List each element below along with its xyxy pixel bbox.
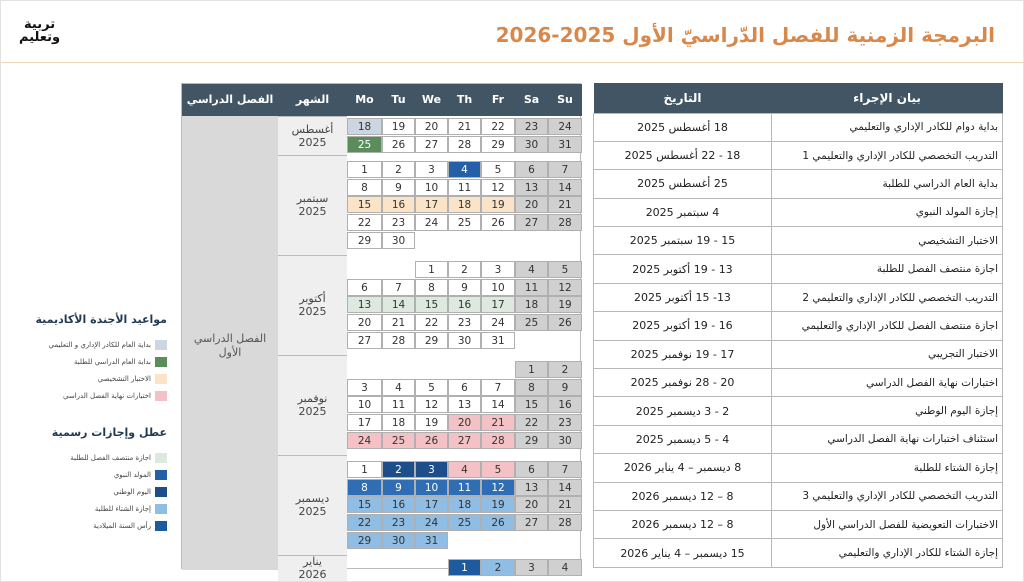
schedule-date: 13 - 19 أكتوبر 2025: [594, 255, 772, 283]
semester-label: الفصل الدراسي الأول: [193, 332, 267, 359]
day-cell: 4: [515, 261, 548, 278]
day-cell: 3: [347, 379, 382, 396]
day-cell: 1: [515, 361, 548, 378]
day-cell: 28: [548, 514, 582, 531]
legend-swatch: [155, 391, 167, 401]
day-cell: 24: [415, 514, 448, 531]
schedule-row: [594, 198, 1003, 226]
day-cell: 2: [548, 361, 582, 378]
day-cell: 20: [515, 496, 548, 513]
day-cell: 4: [382, 379, 415, 396]
month-year-text: 2025: [298, 135, 327, 149]
day-cell: 17: [481, 296, 515, 313]
day-cell: 22: [515, 414, 548, 431]
day-cell: 20: [415, 118, 448, 135]
schedule-row: [594, 397, 1003, 425]
day-cell: 15: [515, 396, 548, 413]
legend-label: الاختبار التشخيصي: [97, 374, 151, 383]
schedule-event: التدريب التخصصي للكادر الإداري والتعليمي 1: [772, 141, 1003, 169]
legend-academic-list: [9, 336, 167, 404]
day-cell: 10: [347, 396, 382, 413]
day-cell: 28: [382, 332, 415, 349]
day-cell: 11: [448, 179, 481, 196]
month-name-text: نوفمبر: [297, 392, 328, 406]
legend: [9, 313, 167, 534]
day-cell: 25: [515, 314, 548, 331]
day-cell: 29: [415, 332, 448, 349]
month-cell: [278, 555, 347, 581]
month-name: [278, 555, 347, 581]
day-cell: 8: [347, 479, 382, 496]
day-cell: 28: [481, 432, 515, 449]
month-name: [278, 292, 347, 318]
day-cell: 1: [347, 461, 382, 478]
day-cell: 20: [347, 314, 382, 331]
schedule-event: الاختبار التشخيصي: [772, 227, 1003, 255]
schedule-date: 15 - 19 سبتمبر 2025: [594, 227, 772, 255]
day-cell: 21: [548, 196, 582, 213]
day-cell: 23: [382, 514, 415, 531]
day-grid: [347, 116, 582, 575]
day-cell: 22: [481, 118, 515, 135]
day-cell: 17: [347, 414, 382, 431]
day-cell: 15: [347, 496, 382, 513]
schedule-event: إجازة اليوم الوطني: [772, 397, 1003, 425]
day-cell: 6: [347, 279, 382, 296]
day-cell: 9: [548, 379, 582, 396]
legend-swatch: [155, 521, 167, 531]
day-cell: 26: [415, 432, 448, 449]
header-day-we: We: [421, 93, 442, 106]
legend-label: اجازة منتصف الفصل للطلبة: [70, 453, 151, 462]
day-cell: 14: [481, 396, 515, 413]
legend-item: [9, 353, 167, 370]
day-cell: 31: [415, 532, 448, 549]
schedule-row: [594, 369, 1003, 397]
schedule-date: 2 - 3 ديسمبر 2025: [594, 397, 772, 425]
schedule-event: التدريب التخصصي للكادر الإداري والتعليمي 3: [772, 482, 1003, 510]
schedule-header-event: بيان الإجراء: [772, 83, 1003, 113]
legend-swatch: [155, 453, 167, 463]
day-cell: 4: [448, 161, 481, 178]
day-cell: 19: [382, 118, 415, 135]
schedule-row: [594, 539, 1003, 567]
day-cell: 5: [481, 461, 515, 478]
day-cell: 27: [515, 514, 548, 531]
day-cell: 15: [347, 196, 382, 213]
month-year-text: 2025: [298, 405, 327, 419]
header-month: الشهر: [295, 93, 330, 106]
legend-swatch: [155, 504, 167, 514]
day-cell: 4: [448, 461, 481, 478]
day-cell: 14: [548, 479, 582, 496]
schedule-row: [594, 454, 1003, 482]
schedule-row: [594, 141, 1003, 169]
legend-label: رأس السنة الميلادية: [93, 521, 151, 530]
month-cell: [278, 455, 347, 555]
day-cell: 3: [481, 261, 515, 278]
schedule-row: [594, 170, 1003, 198]
day-cell: 13: [515, 179, 548, 196]
day-cell: 17: [415, 496, 448, 513]
schedule-date: 20 - 28 نوفمبر 2025: [594, 369, 772, 397]
day-cell: 8: [347, 179, 382, 196]
calendar-header: [182, 84, 582, 116]
day-cell: 2: [382, 461, 415, 478]
day-cell: 5: [481, 161, 515, 178]
day-cell: 13: [347, 296, 382, 313]
logo-line-2: وتعليم: [19, 30, 61, 45]
day-cell: 23: [548, 414, 582, 431]
semester-column: [182, 116, 278, 570]
day-cell: 26: [481, 214, 515, 231]
day-cell: 30: [548, 432, 582, 449]
legend-swatch: [155, 470, 167, 480]
day-cell: 26: [548, 314, 582, 331]
header-day-th: Th: [456, 93, 473, 106]
schedule-table: [593, 83, 1003, 568]
legend-label: اختبارات نهاية الفصل الدراسي: [63, 391, 151, 400]
legend-swatch: [155, 487, 167, 497]
day-cell: 1: [347, 161, 382, 178]
day-cell: 19: [481, 196, 515, 213]
legend-label: بداية العام الدراسي للطلبة: [73, 357, 151, 366]
month-year-text: 2026: [298, 568, 327, 581]
day-cell: 25: [448, 514, 481, 531]
day-cell: 8: [415, 279, 448, 296]
day-cell: 21: [548, 496, 582, 513]
day-cell: 7: [548, 161, 582, 178]
day-cell: 5: [415, 379, 448, 396]
schedule-date: 8 ديسمبر – 4 يناير 2026: [594, 454, 772, 482]
legend-item: [9, 370, 167, 387]
day-cell: 11: [515, 279, 548, 296]
day-cell: 21: [481, 414, 515, 431]
calendar: [181, 83, 581, 581]
day-cell: 2: [448, 261, 481, 278]
month-year-text: 2025: [298, 205, 327, 219]
day-cell: 9: [382, 479, 415, 496]
legend-label: المولد النبوي: [113, 470, 151, 479]
day-cell: 19: [548, 296, 582, 313]
legend-swatch: [155, 340, 167, 350]
day-cell: 3: [515, 559, 548, 576]
month-year-text: 2025: [298, 505, 327, 519]
header-semester: الفصل الدراسي: [186, 93, 274, 106]
day-cell: 7: [481, 379, 515, 396]
legend-swatch: [155, 374, 167, 384]
day-cell: 4: [548, 559, 582, 576]
day-cell: 21: [448, 118, 481, 135]
day-cell: 24: [481, 314, 515, 331]
day-cell: 23: [382, 214, 415, 231]
schedule-row: [594, 482, 1003, 510]
day-cell: 19: [481, 496, 515, 513]
schedule-header-row: [594, 83, 1003, 113]
day-cell: 27: [347, 332, 382, 349]
day-cell: 17: [415, 196, 448, 213]
schedule-date: 4 - 5 ديسمبر 2025: [594, 425, 772, 453]
day-cell: 28: [448, 136, 481, 153]
day-cell: 18: [448, 496, 481, 513]
schedule-date: 8 – 12 ديسمبر 2026: [594, 482, 772, 510]
day-cell: 27: [448, 432, 481, 449]
schedule-date: 17 - 19 نوفمبر 2025: [594, 340, 772, 368]
legend-item: [9, 466, 167, 483]
legend-item: [9, 517, 167, 534]
day-cell: 25: [382, 432, 415, 449]
day-cell: 30: [382, 532, 415, 549]
schedule-row: [594, 425, 1003, 453]
schedule-row: [594, 283, 1003, 311]
schedule-event: اجازة منتصف الفصل للكادر الإداري والتعليمي: [772, 312, 1003, 340]
day-cell: 22: [347, 214, 382, 231]
day-cell: 10: [415, 179, 448, 196]
day-cell: 1: [415, 261, 448, 278]
page-title: البرمجة الزمنية للفصل الدّراسيّ الأول 2025-2026: [495, 23, 995, 47]
schedule-date: 4 سبتمبر 2025: [594, 198, 772, 226]
day-cell: 28: [548, 214, 582, 231]
day-cell: 12: [481, 479, 515, 496]
legend-academic-title: مواعيد الأجندة الأكاديمية: [35, 313, 167, 326]
day-cell: 8: [515, 379, 548, 396]
day-cell: 25: [347, 136, 382, 153]
day-cell: 20: [448, 414, 481, 431]
day-cell: 26: [382, 136, 415, 153]
schedule-event: الاختبارات التعويضية للفصل الدراسي الأول: [772, 510, 1003, 538]
schedule-event: بداية العام الدراسي للطلبة: [772, 170, 1003, 198]
day-cell: 12: [481, 179, 515, 196]
day-cell: 2: [382, 161, 415, 178]
legend-item: [9, 336, 167, 353]
day-cell: 14: [382, 296, 415, 313]
day-cell: 24: [415, 214, 448, 231]
schedule-date: 18 - 22 أغسطس 2025: [594, 141, 772, 169]
month-year-text: 2025: [298, 305, 327, 319]
schedule-event: التدريب التخصصي للكادر الإداري والتعليمي 2: [772, 283, 1003, 311]
day-cell: 27: [415, 136, 448, 153]
schedule-row: [594, 255, 1003, 283]
schedule-date: 8 – 12 ديسمبر 2026: [594, 510, 772, 538]
schedule-date: 18 أغسطس 2025: [594, 113, 772, 141]
month-name: [278, 492, 347, 518]
day-cell: 29: [347, 532, 382, 549]
day-cell: 5: [548, 261, 582, 278]
day-cell: 18: [515, 296, 548, 313]
schedule-header-date: التاريخ: [594, 83, 772, 113]
day-cell: 20: [515, 196, 548, 213]
day-cell: 27: [515, 214, 548, 231]
schedule-event: اجازة منتصف الفصل للطلبة: [772, 255, 1003, 283]
day-cell: 13: [448, 396, 481, 413]
header-day-mo: Mo: [355, 93, 374, 106]
day-cell: 29: [347, 232, 382, 249]
day-cell: 11: [448, 479, 481, 496]
schedule-row: [594, 340, 1003, 368]
schedule-date: 13- 15 أكتوبر 2025: [594, 283, 772, 311]
day-cell: 19: [415, 414, 448, 431]
legend-item: [9, 483, 167, 500]
day-cell: 23: [515, 118, 548, 135]
header-day-tu: Tu: [391, 93, 406, 106]
day-cell: 14: [548, 179, 582, 196]
schedule-event: استئناف اختبارات نهاية الفصل الدراسي: [772, 425, 1003, 453]
legend-item: [9, 449, 167, 466]
schedule-event: إجازة الشتاء للطلبة: [772, 454, 1003, 482]
month-name: [278, 123, 347, 149]
month-cell: [278, 116, 347, 155]
day-cell: 7: [548, 461, 582, 478]
legend-label: بداية العام للكادر الإداري و التعليمي: [48, 340, 151, 349]
header-day-su: Su: [557, 93, 573, 106]
schedule-date: 16 - 19 أكتوبر 2025: [594, 312, 772, 340]
schedule-row: [594, 312, 1003, 340]
day-cell: 23: [448, 314, 481, 331]
day-cell: 22: [415, 314, 448, 331]
legend-label: إجازة الشتاء للطلبة: [94, 504, 151, 513]
schedule-date: 15 ديسمبر – 4 يناير 2026: [594, 539, 772, 567]
day-cell: 1: [448, 559, 481, 576]
day-cell: 18: [382, 414, 415, 431]
schedule-event: بداية دوام للكادر الإداري والتعليمي: [772, 113, 1003, 141]
logo-line-1: تربية: [24, 17, 56, 32]
schedule-row: [594, 510, 1003, 538]
day-cell: 9: [448, 279, 481, 296]
day-cell: 24: [548, 118, 582, 135]
schedule-body: [594, 113, 1003, 567]
day-cell: 13: [515, 479, 548, 496]
day-cell: 31: [548, 136, 582, 153]
legend-item: [9, 387, 167, 404]
month-name-text: أكتوبر: [299, 292, 326, 306]
day-cell: 21: [382, 314, 415, 331]
day-cell: 25: [448, 214, 481, 231]
day-cell: 30: [448, 332, 481, 349]
day-cell: 31: [481, 332, 515, 349]
header-day-sa: Sa: [523, 93, 540, 106]
schedule-row: [594, 113, 1003, 141]
schedule-event: إجازة الشتاء للكادر الإداري والتعليمي: [772, 539, 1003, 567]
day-cell: 16: [548, 396, 582, 413]
legend-item: [9, 500, 167, 517]
day-cell: 3: [415, 461, 448, 478]
month-cell: [278, 155, 347, 255]
day-cell: 9: [382, 179, 415, 196]
day-cell: 10: [415, 479, 448, 496]
legend-label: اليوم الوطني: [113, 487, 151, 496]
legend-holidays-list: [9, 449, 167, 534]
day-cell: 18: [347, 118, 382, 135]
day-cell: 22: [347, 514, 382, 531]
day-cell: 6: [515, 161, 548, 178]
schedule-event: اختبارات نهاية الفصل الدراسي: [772, 369, 1003, 397]
day-cell: 6: [448, 379, 481, 396]
day-cell: 3: [415, 161, 448, 178]
day-cell: 11: [382, 396, 415, 413]
month-cell: [278, 255, 347, 355]
day-cell: 15: [415, 296, 448, 313]
schedule-event: إجازة المولد النبوي: [772, 198, 1003, 226]
day-cell: 12: [548, 279, 582, 296]
schedule-date: 25 أغسطس 2025: [594, 170, 772, 198]
legend-holidays-title: عطل وإجازات رسمية: [51, 426, 167, 439]
day-cell: 12: [415, 396, 448, 413]
month-name: [278, 192, 347, 218]
day-cell: 10: [481, 279, 515, 296]
day-cell: 7: [382, 279, 415, 296]
day-cell: 24: [347, 432, 382, 449]
day-cell: 16: [382, 196, 415, 213]
day-cell: 29: [515, 432, 548, 449]
month-name-text: سبتمبر: [296, 192, 329, 206]
month-name: [278, 392, 347, 418]
month-name-text: يناير: [303, 555, 322, 568]
schedule-row: [594, 227, 1003, 255]
day-cell: 16: [382, 496, 415, 513]
day-cell: 26: [481, 514, 515, 531]
header: [1, 1, 1024, 63]
day-cell: 30: [382, 232, 415, 249]
day-cell: 6: [515, 461, 548, 478]
day-cell: 2: [481, 559, 515, 576]
month-name-text: ديسمبر: [295, 492, 330, 506]
day-cell: 16: [448, 296, 481, 313]
month-name-text: أغسطس: [291, 122, 334, 136]
month-cell: [278, 355, 347, 455]
day-cell: 29: [481, 136, 515, 153]
logo: [19, 18, 60, 44]
legend-swatch: [155, 357, 167, 367]
schedule-event: الاختبار التجريبي: [772, 340, 1003, 368]
day-cell: 30: [515, 136, 548, 153]
day-cell: 18: [448, 196, 481, 213]
header-day-fr: Fr: [491, 93, 505, 106]
